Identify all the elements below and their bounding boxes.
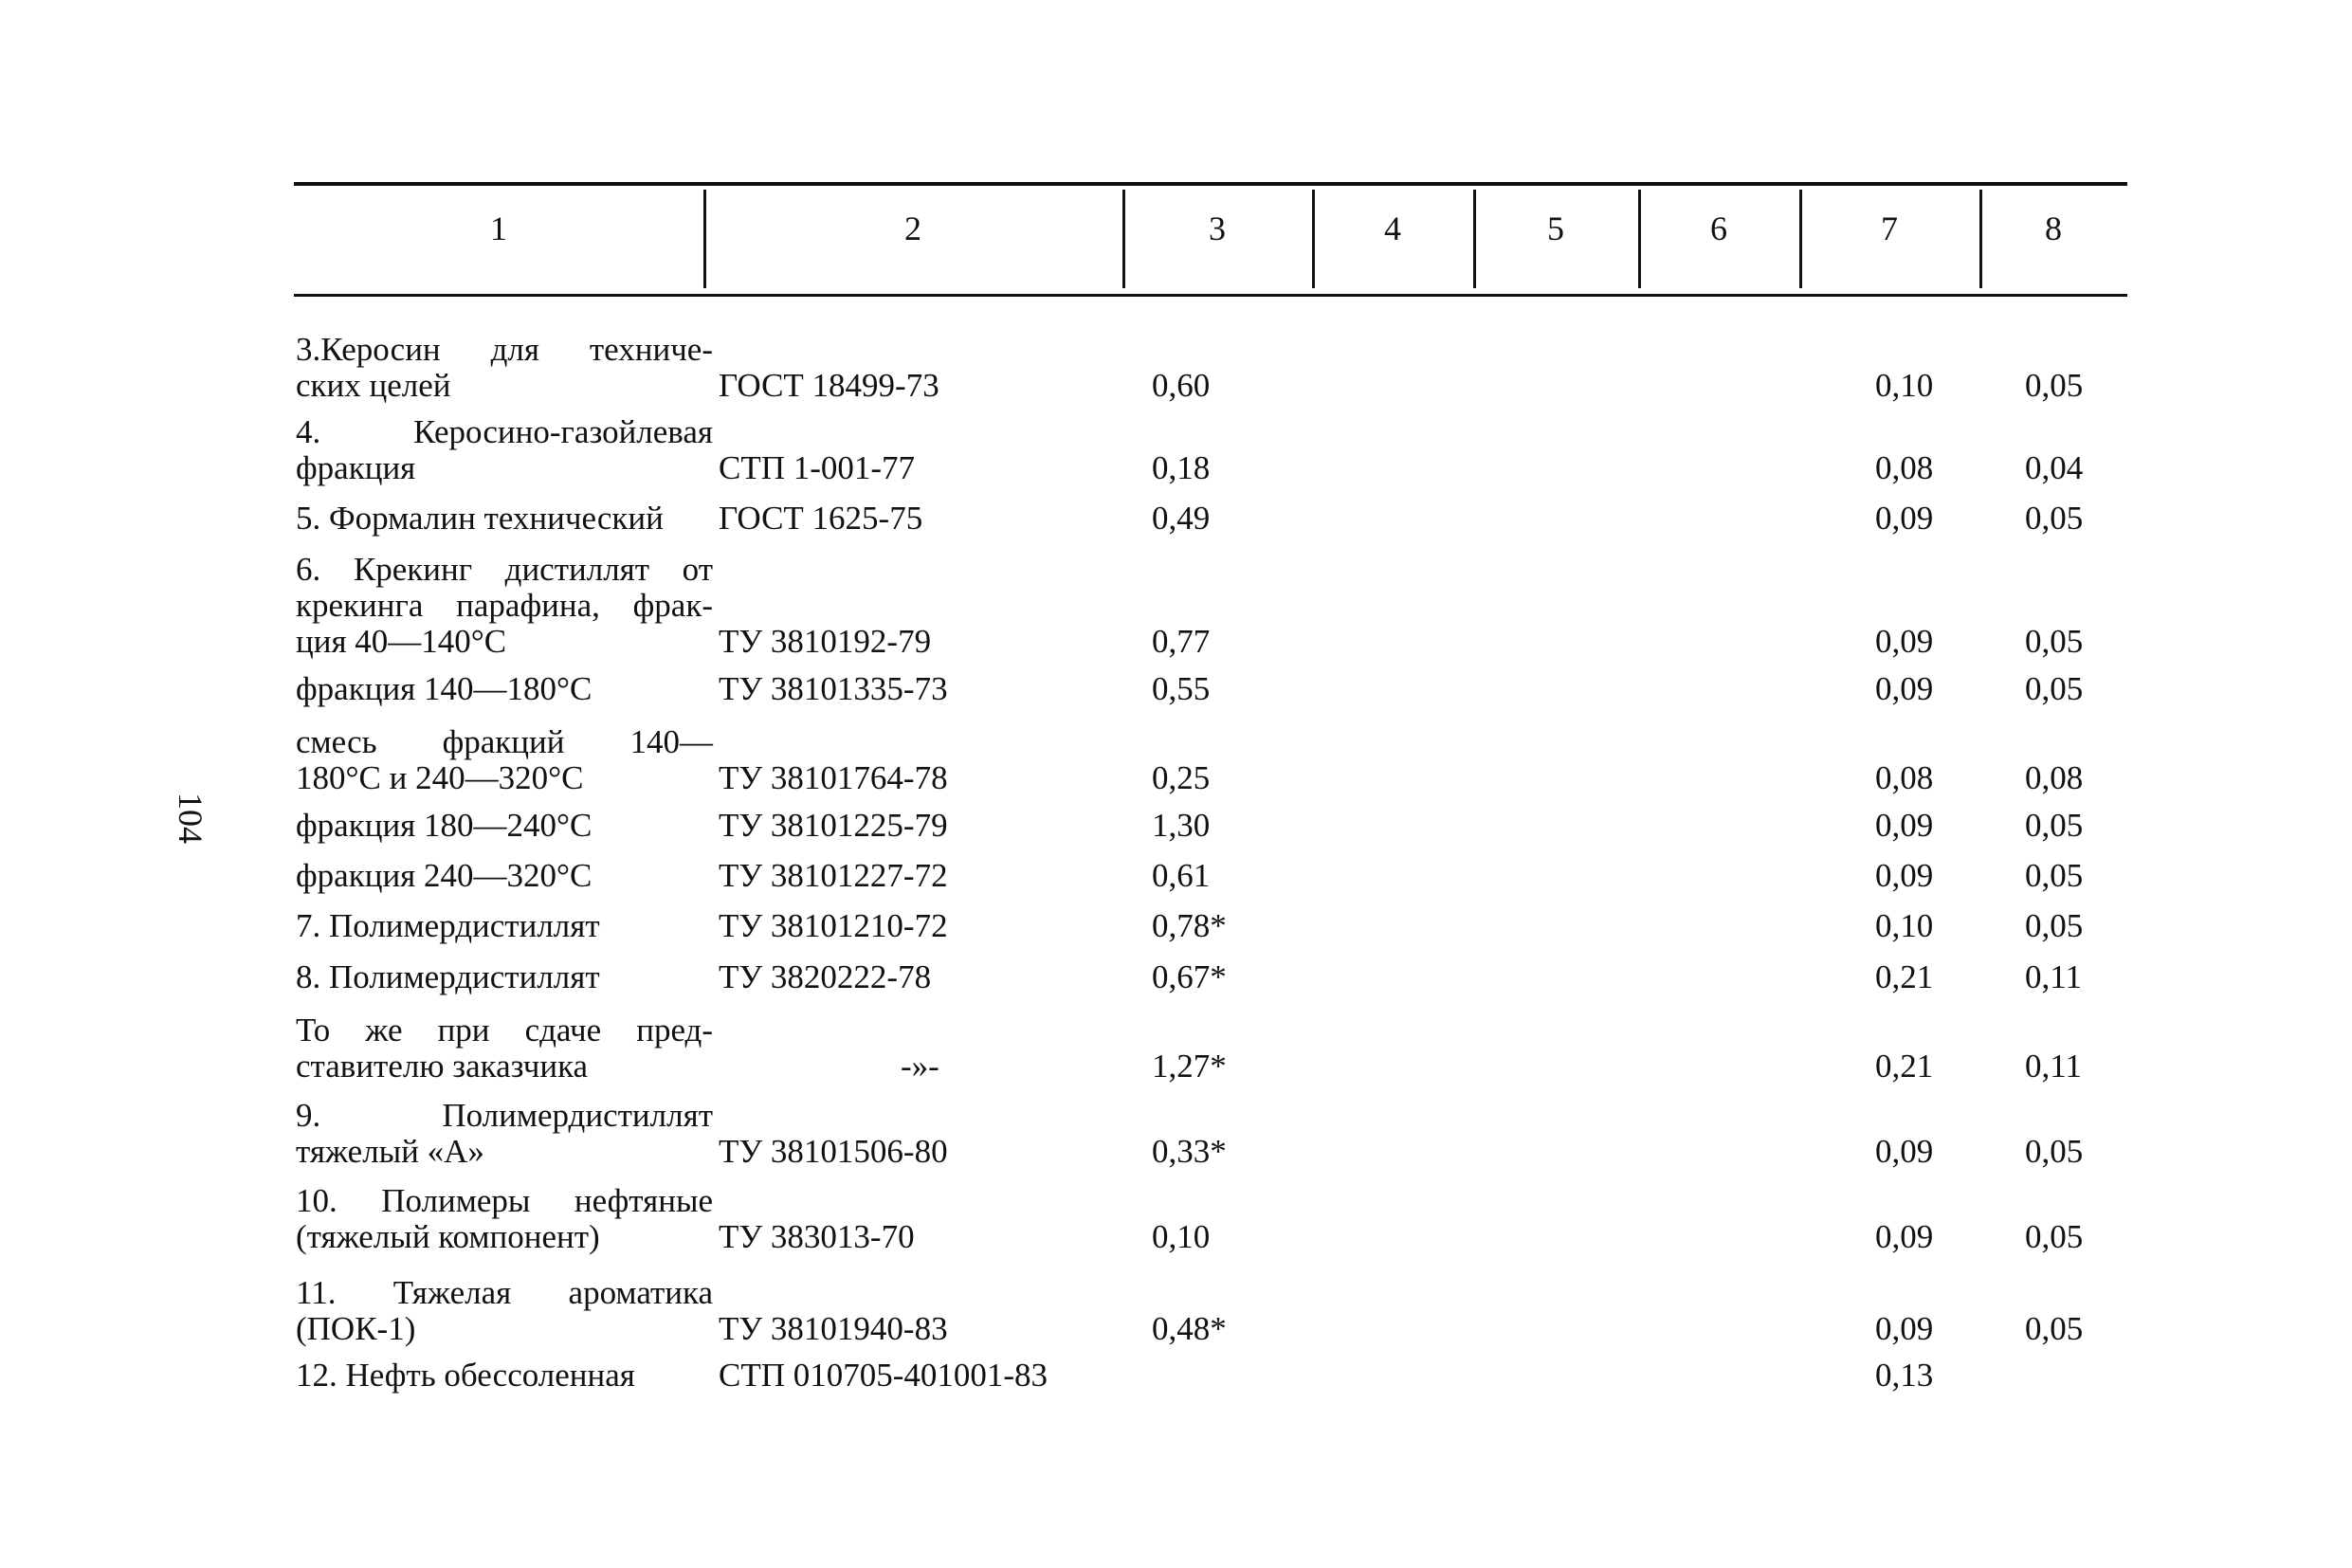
row-name-line: 7. Полимердистиллят (296, 907, 600, 944)
row-name-line: 8. Полимердистиллят (296, 958, 600, 995)
col3-value: 0,60 (1152, 367, 1211, 404)
column-header-7: 7 (1881, 210, 1898, 247)
col3-value: 0,67* (1152, 958, 1227, 995)
col3-value: 1,27* (1152, 1048, 1227, 1085)
row-name-line: То же при сдаче пред- (296, 1012, 713, 1048)
row-name (296, 671, 713, 707)
col7-value: 0,09 (1875, 1133, 1934, 1170)
standard-cell: СТП 1-001-77 (719, 449, 916, 486)
col3-value: 0,61 (1152, 857, 1211, 894)
col3-value: 0,18 (1152, 449, 1211, 486)
standard-cell: ТУ 38101210-72 (719, 907, 948, 944)
standard-cell: -»- (901, 1048, 939, 1085)
col7-value: 0,08 (1875, 449, 1934, 486)
row-name-line: (ПОК-1) (296, 1310, 416, 1347)
col3-value: 0,33* (1152, 1133, 1227, 1170)
col3-value: 0,48* (1152, 1310, 1227, 1347)
row-name-line: крекинга парафина, фрак- (296, 587, 713, 624)
col8-value: 0,05 (2025, 857, 2084, 894)
row-name-line: тяжелый «А» (296, 1133, 484, 1170)
row-name-line: 4. Керосино-газойлевая (296, 413, 713, 450)
col8-value: 0,05 (2025, 500, 2084, 537)
col8-value: 0,05 (2025, 1310, 2084, 1347)
row-name-line: 12. Нефть обессоленная (296, 1357, 635, 1394)
column-header-5: 5 (1547, 210, 1564, 247)
col7-value: 0,09 (1875, 670, 1934, 707)
row-name-line: фракция 180—240°С (296, 807, 593, 844)
column-header-2: 2 (904, 210, 921, 247)
row-name-line: 3.Керосин для техниче- (296, 331, 713, 368)
col3-value: 0,10 (1152, 1218, 1211, 1255)
col8-value: 0,05 (2025, 1133, 2084, 1170)
col8-value: 0,05 (2025, 907, 2084, 944)
row-name (296, 858, 713, 894)
row-name (296, 332, 713, 404)
column-header-1: 1 (490, 210, 507, 247)
col3-value: 0,55 (1152, 670, 1211, 707)
standard-cell: ТУ 383013-70 (719, 1218, 915, 1255)
standard-cell: ТУ 38101506-80 (719, 1133, 948, 1170)
standard-cell: ТУ 3810192-79 (719, 623, 932, 660)
col8-value: 0,05 (2025, 367, 2084, 404)
row-name-line: фракция 140—180°С (296, 670, 593, 707)
col8-value: 0,05 (2025, 670, 2084, 707)
standard-cell: ТУ 3820222-78 (719, 958, 932, 995)
row-name-line: ских целей (296, 367, 451, 404)
col3-value: 0,25 (1152, 759, 1211, 796)
header-bottom-rule (294, 294, 2127, 297)
column-header-4: 4 (1384, 210, 1401, 247)
row-name (296, 1183, 713, 1255)
col8-value: 0,08 (2025, 759, 2084, 796)
row-name (296, 1098, 713, 1170)
col8-value: 0,11 (2025, 958, 2082, 995)
row-name (296, 959, 713, 995)
row-name (296, 808, 713, 844)
col7-value: 0,09 (1875, 857, 1934, 894)
column-header-3: 3 (1209, 210, 1226, 247)
row-name-line: 6. Крекинг дистиллят от (296, 551, 713, 588)
row-name-line: ставителю заказчика (296, 1048, 589, 1085)
col7-value: 0,09 (1875, 1218, 1934, 1255)
row-name (296, 414, 713, 486)
row-name (296, 1275, 713, 1347)
col3-value: 0,78* (1152, 907, 1227, 944)
column-header-6: 6 (1710, 210, 1727, 247)
row-name (296, 501, 713, 537)
col7-value: 0,08 (1875, 759, 1934, 796)
col8-value: 0,11 (2025, 1048, 2082, 1085)
row-name (296, 1358, 713, 1394)
row-name-line: 180°С и 240—320°С (296, 759, 584, 796)
col7-value: 0,13 (1875, 1357, 1934, 1394)
col3-value: 0,49 (1152, 500, 1211, 537)
col7-value: 0,09 (1875, 807, 1934, 844)
col7-value: 0,21 (1875, 1048, 1934, 1085)
row-name-line: 5. Формалин технический (296, 500, 664, 537)
row-name-line: 11. Тяжелая ароматика (296, 1274, 713, 1311)
row-name (296, 552, 713, 660)
row-name-line: ция 40—140°С (296, 623, 507, 660)
standard-cell: СТП 010705-401001-83 (719, 1357, 1048, 1394)
row-name-line: (тяжелый компонент) (296, 1218, 600, 1255)
standard-cell: ГОСТ 1625-75 (719, 500, 923, 537)
row-name-line: фракция 240—320°С (296, 857, 593, 894)
page-number: 104 (172, 793, 210, 844)
col7-value: 0,09 (1875, 500, 1934, 537)
data-table (294, 182, 2127, 1414)
standard-cell: ГОСТ 18499-73 (719, 367, 939, 404)
row-name (296, 1012, 713, 1085)
col7-value: 0,10 (1875, 367, 1934, 404)
row-name-line: 9. Полимердистиллят (296, 1097, 713, 1134)
standard-cell: ТУ 38101225-79 (719, 807, 948, 844)
col8-value: 0,05 (2025, 1218, 2084, 1255)
col7-value: 0,21 (1875, 958, 1934, 995)
col8-value: 0,05 (2025, 623, 2084, 660)
standard-cell: ТУ 38101940-83 (719, 1310, 948, 1347)
col7-value: 0,09 (1875, 1310, 1934, 1347)
row-name (296, 724, 713, 796)
row-name-line: фракция (296, 449, 416, 486)
row-name-line: смесь фракций 140— (296, 723, 713, 760)
col7-value: 0,09 (1875, 623, 1934, 660)
col3-value: 1,30 (1152, 807, 1211, 844)
row-name-line: 10. Полимеры нефтяные (296, 1182, 713, 1219)
standard-cell: ТУ 38101764-78 (719, 759, 948, 796)
row-name (296, 908, 713, 944)
col8-value: 0,04 (2025, 449, 2084, 486)
column-header-8: 8 (2045, 210, 2062, 247)
col8-value: 0,05 (2025, 807, 2084, 844)
table-top-rule (294, 182, 2127, 186)
standard-cell: ТУ 38101335-73 (719, 670, 948, 707)
standard-cell: ТУ 38101227-72 (719, 857, 948, 894)
col7-value: 0,10 (1875, 907, 1934, 944)
col3-value: 0,77 (1152, 623, 1211, 660)
